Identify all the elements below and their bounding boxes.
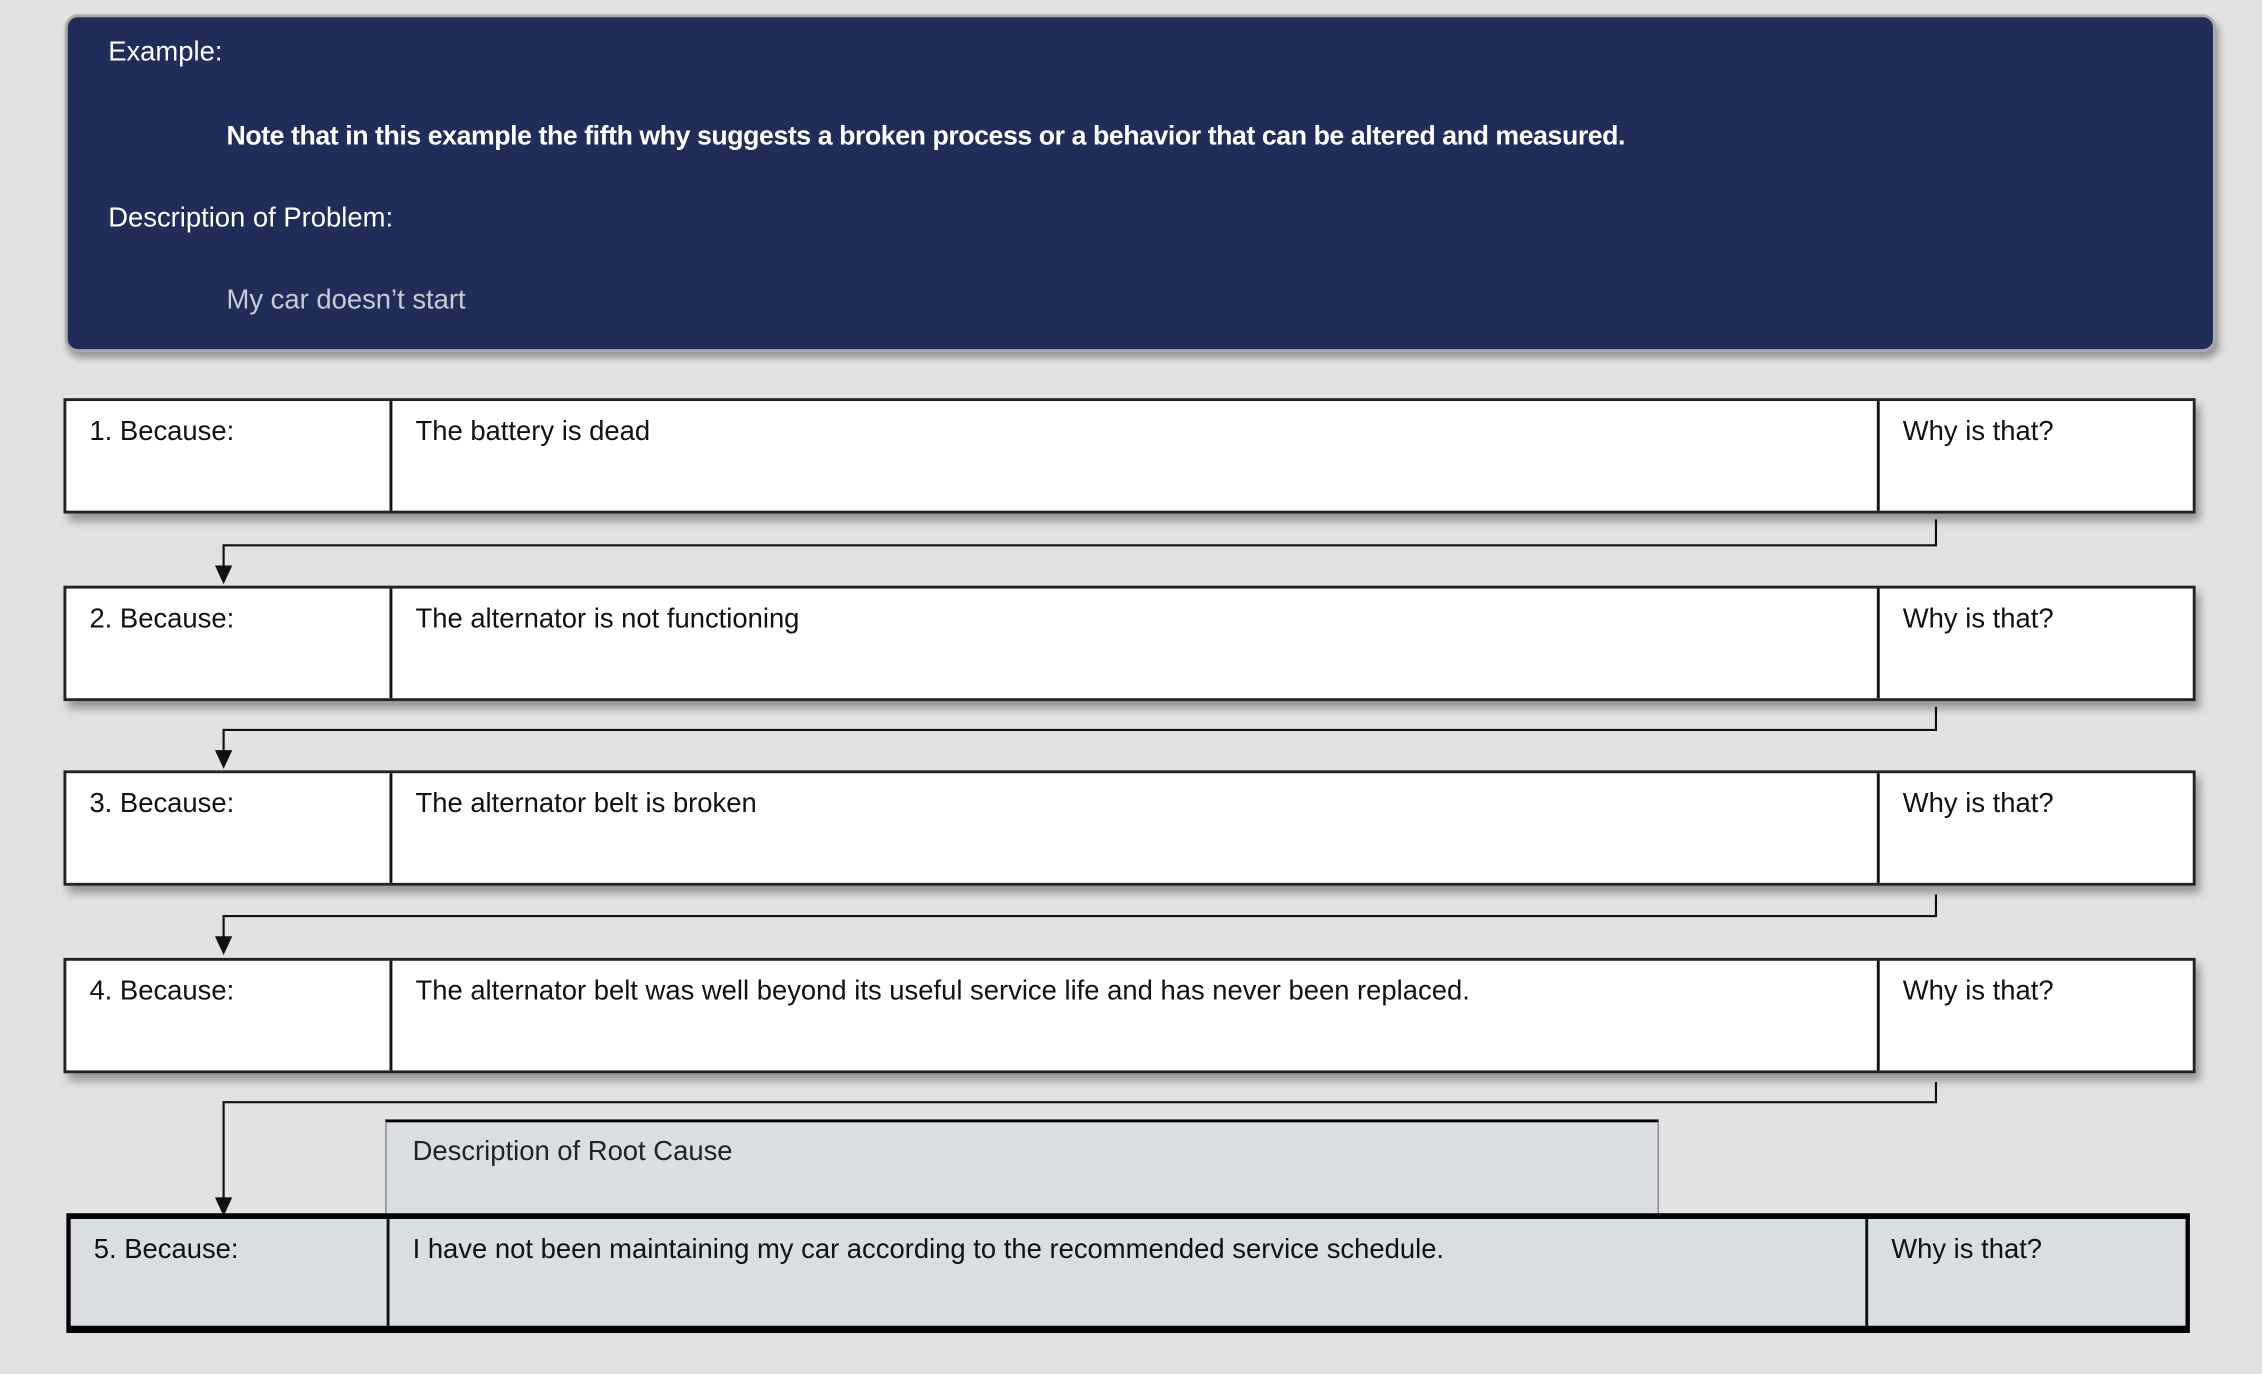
arrow-head-icon: [215, 565, 232, 584]
why-label: 1. Because:: [89, 416, 235, 448]
problem-label: Description of Problem:: [108, 203, 394, 234]
why-answer[interactable]: The alternator is not functioning: [390, 589, 1880, 699]
why-label: 5. Because:: [93, 1234, 239, 1266]
why-row-3: [63, 770, 2195, 885]
why-row-2: [63, 586, 2195, 701]
why-prompt: Why is that?: [1902, 789, 2054, 820]
root-cause-label: Description of Root Cause: [385, 1119, 1659, 1213]
why-row-1: [63, 398, 2195, 513]
why-answer[interactable]: The battery is dead: [390, 401, 1880, 511]
arrow-head-icon: [215, 750, 232, 769]
why-answer[interactable]: I have not been maintaining my car according to the recommended service schedule.: [387, 1219, 1869, 1326]
why-row-4: [63, 958, 2195, 1073]
why-label: 4. Because:: [89, 976, 235, 1007]
connector-1-2: [224, 519, 1936, 568]
connector-3-4: [224, 894, 1936, 939]
why-row-5: [66, 1213, 2190, 1333]
example-note: Note that in this example the fifth why suggests a broken process or a behavior that can be altered and measured.: [226, 119, 1626, 151]
why-label: 3. Because:: [89, 789, 235, 820]
why-prompt: Why is that?: [1902, 604, 2054, 635]
problem-value[interactable]: My car doesn’t start: [226, 285, 466, 316]
connector-2-3: [224, 707, 1936, 753]
why-label: 2. Because:: [89, 604, 235, 635]
why-prompt: Why is that?: [1902, 976, 2054, 1007]
arrow-head-icon: [215, 936, 232, 955]
why-prompt: Why is that?: [1902, 416, 2054, 448]
why-prompt: Why is that?: [1891, 1234, 2043, 1266]
why-answer[interactable]: The alternator belt is broken: [390, 773, 1880, 883]
why-answer[interactable]: The alternator belt was well beyond its useful service life and has never been replaced.: [390, 961, 1880, 1071]
example-heading: Example:: [108, 37, 223, 68]
